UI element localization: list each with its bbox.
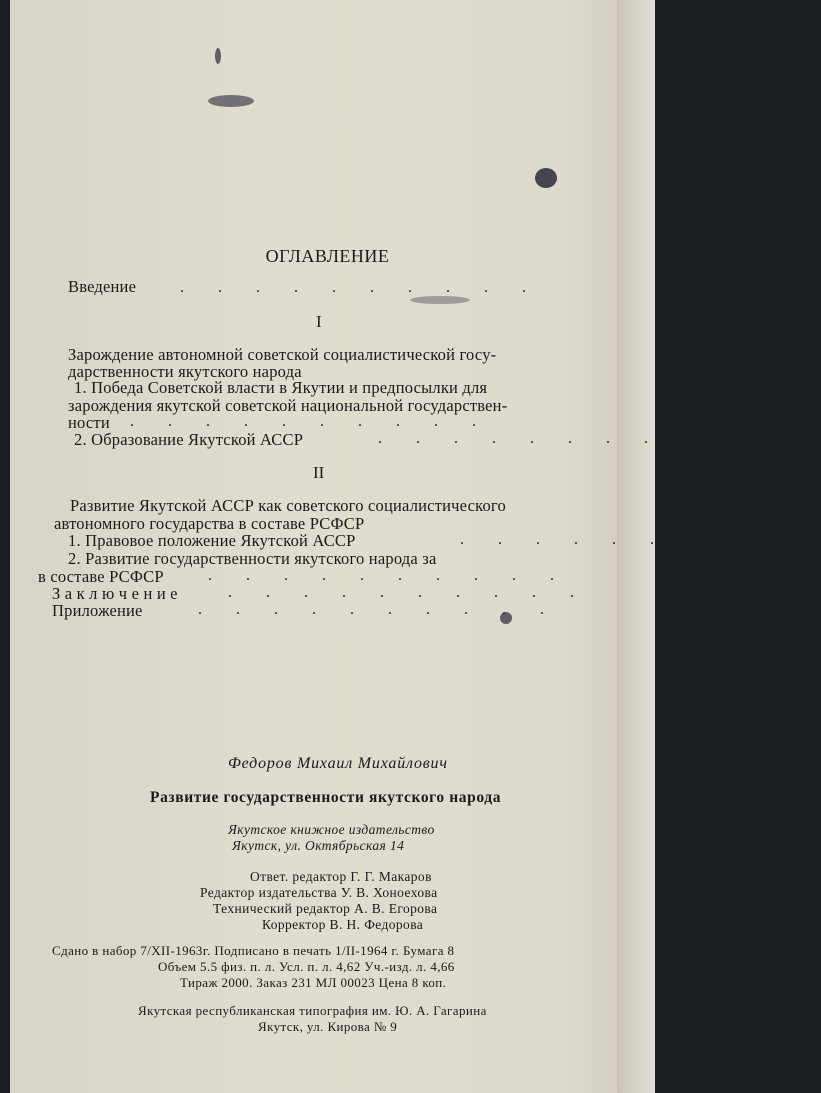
- dot-leader: . . . . . . . . . .: [378, 430, 739, 447]
- dot-leader: . . . . . . . . . .: [130, 413, 491, 430]
- print-details: Сдано в набор 7/XII-1963г. Подписано в печать 1/II-1964 г. Бумага 8: [52, 943, 455, 958]
- part-2-title: Развитие Якутской АССР как советского социалистического: [70, 496, 506, 515]
- part-1-numeral: I: [316, 312, 322, 331]
- toc-item: в составе РСФСР: [38, 567, 164, 586]
- toc-item: ности: [68, 413, 110, 432]
- part-1-title: Зарождение автономной советской социалистической госу-: [68, 345, 497, 364]
- publisher: Якутское книжное издательство: [228, 822, 435, 837]
- part-2-numeral: II: [313, 463, 325, 482]
- tech-editor-credit: Технический редактор А. В. Егорова: [213, 901, 438, 916]
- ink-blot: [215, 48, 221, 64]
- dot-leader: . . . . . . . . . .: [180, 279, 541, 296]
- publisher-address: Якутск, ул. Октябрьская 14: [232, 838, 405, 853]
- dot-leader: . . . . . . . . . .: [460, 531, 821, 548]
- print-details: Тираж 2000. Заказ 231 МЛ 00023 Цена 8 коп.: [180, 975, 447, 990]
- book-page: [10, 0, 821, 1093]
- ink-blot: [535, 168, 557, 188]
- ink-blot: [208, 95, 254, 107]
- book-title: Развитие государственности якутского народа: [150, 789, 502, 806]
- proofreader-credit: Корректор В. Н. Федорова: [262, 917, 424, 932]
- dot-leader: . . . . . . . . . .: [208, 567, 569, 584]
- print-details: Объем 5.5 физ. п. л. Усл. п. л. 4,62 Уч.-изд. л. 4,66: [158, 959, 455, 974]
- toc-item: 1. Победа Советской власти в Якутии и предпосылки для: [74, 378, 488, 397]
- house-editor-credit: Редактор издательства У. В. Хоноехова: [200, 885, 438, 900]
- dot-leader: . . . . . . . . . .: [228, 584, 589, 601]
- toc-appendix: Приложение: [52, 601, 143, 620]
- author-name: Федоров Михаил Михайлович: [228, 755, 448, 772]
- printery: Якутская республиканская типография им. Ю. А. Гагарина: [138, 1003, 487, 1018]
- toc-intro: Введение: [68, 277, 137, 296]
- part-1-title: дарственности якутского народа: [68, 362, 302, 381]
- toc-item: зарождения якутской советской национальной государствен-: [68, 396, 508, 415]
- dot-leader: . . . . . . . . . .: [198, 601, 559, 618]
- toc-conclusion: З а к л ю ч е н и е: [52, 584, 178, 603]
- toc-item: 2. Образование Якутской АССР: [74, 430, 304, 449]
- printery-address: Якутск, ул. Кирова № 9: [258, 1019, 398, 1034]
- toc-item: 1. Правовое положение Якутской АССР: [68, 531, 356, 550]
- ink-blot: [410, 296, 470, 304]
- toc-heading: ОГЛАВЛЕНИЕ: [265, 246, 390, 266]
- part-2-title: автономного государства в составе РСФСР: [54, 514, 365, 533]
- toc-item: 2. Развитие государственности якутского народа за: [68, 549, 437, 568]
- editor-credit: Ответ. редактор Г. Г. Макаров: [250, 869, 432, 884]
